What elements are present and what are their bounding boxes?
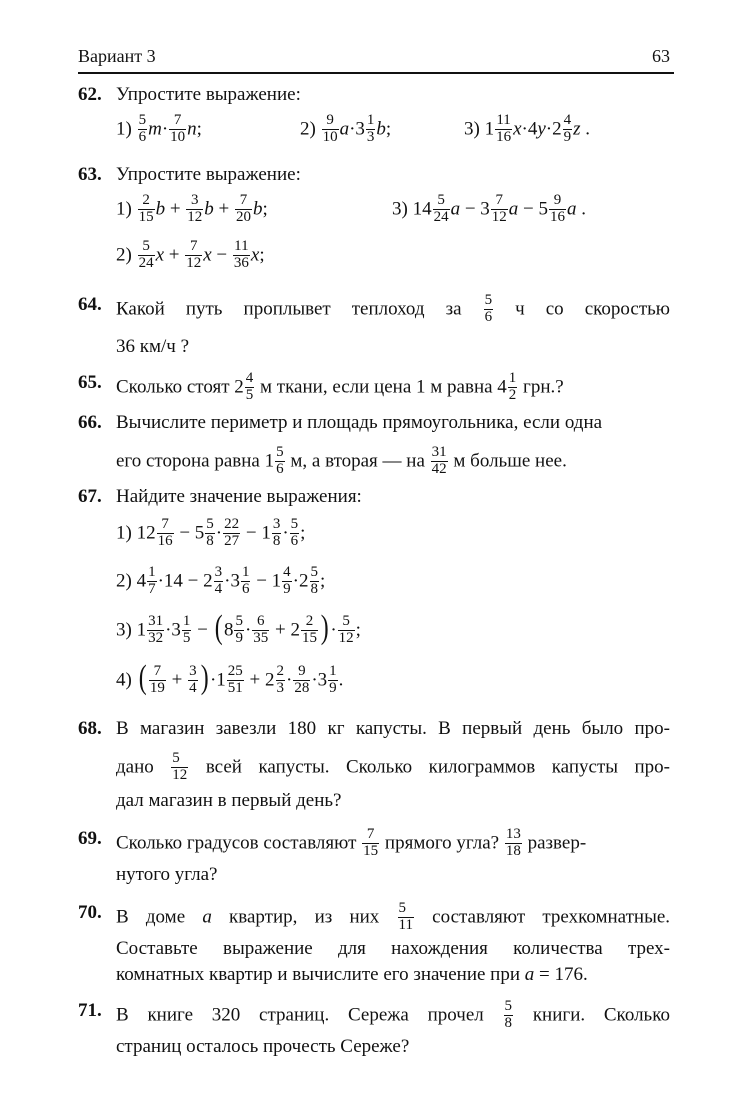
problem-number: 71. [78,1000,102,1021]
problem-text: его сторона равна [116,450,260,472]
problem-text: ч со скоростью [515,298,670,320]
expression-63-1: 1) $\frac{2}{15}$ b + $\frac{3}{12}$ b + $\frac{7}{20}$ b; [116,192,268,225]
problem-text: В книге 320 страниц. Сережа прочел [116,1004,484,1026]
problem-text: Сколько стоят [116,376,230,398]
problem-text: всей капусты. Сколько килограммов капусты про- [205,756,671,778]
problem-text: = 176. [539,964,588,985]
problem-number: 69. [78,828,102,849]
expression-63-2: 2) $\frac{5}{24}$ x + $\frac{7}{12}$ x − $\frac{11}{36}$ x; [116,238,265,271]
problem-text: м больше нее. [453,450,567,472]
problem-number: 67. [78,486,102,507]
problem-text: Вычислите периметр и площадь прямоугольника, если одна [116,412,603,433]
problem-number: 66. [78,412,102,433]
page-header [78,46,674,74]
page-number: 63 [652,46,670,66]
expression-67-1: 1) 12 $\frac{7}{16}$ − 5 $\frac{5}{8}$ · $\frac{22}{27}$ − 1 $\frac{3}{8}$ · $\frac{5}{6}$ ; [116,516,306,549]
problem-text: м, а вторая — на [290,450,425,472]
expression-62-3: 3) 1 $\frac{11}{16}$ x·4y·2 $\frac{4}{9}$ z . [464,112,591,145]
problem-text: дано [116,756,154,778]
problem-text: квартир, из них [229,906,380,928]
problem-number: 68. [78,718,102,739]
problem-text: Составьте выражение для нахождения количества трех- [116,938,670,959]
problem-text: развер- [527,832,587,854]
problem-text: 36 км/ч ? [116,336,190,357]
problem-text: составляют трехкомнатные. [432,906,671,928]
problem-text: грн.? [523,376,564,398]
problem-text: книги. Сколько [532,1004,670,1026]
expression-63-3: 3) 14 $\frac{5}{24}$ a − 3 $\frac{7}{12}$ a − 5 $\frac{9}{16}$ a . [392,192,587,225]
problem-number: 64. [78,294,102,315]
problem-text: дал магазин в первый день? [116,790,342,811]
expression-67-2: 2) 4 $\frac{1}{7}$ ·14 − 2 $\frac{3}{4}$ ·3 $\frac{1}{6}$ − 1 $\frac{4}{9}$ ·2 $\frac{5}{8}$ ; [116,564,326,597]
variant-title: Вариант 3 [78,46,156,66]
variable-a: a [202,906,212,928]
problem-text: Найдите значение выражения: [116,486,362,507]
problem-text: Упростите выражение: [116,164,301,185]
expression-62-1: 1) $\frac{5}{6}$ m· $\frac{7}{10}$ n; [116,112,202,145]
expression-67-3: 3) 1 $\frac{31}{32}$ ·3 $\frac{1}{5}$ − (8 $\frac{5}{9}$ · $\frac{6}{35}$ + 2 $\frac{2}{15}$ )· $\frac{5}{12}$ ; [116,609,361,646]
problem-text: страниц осталось прочесть Сереже? [116,1036,410,1057]
problem-number: 65. [78,372,102,393]
expression-62-2: 2) $\frac{9}{10}$ a·3 $\frac{1}{3}$ b; [300,112,392,145]
problem-text: прямого угла? [384,832,500,854]
problem-text: В доме [116,906,186,928]
expression-67-4: 4) ( $\frac{7}{19}$ + $\frac{3}{4}$ )·1 $\frac{25}{51}$ + 2 $\frac{2}{3}$ · $\frac{9}{28}$ ·3 $\frac{1}{9}$ . [116,659,344,696]
variable-a: a [524,964,535,985]
problem-text: комнатных квартир и вычислите его значение при [116,964,521,985]
problem-text: Упростите выражение: [116,84,301,105]
problem-text: нутого угла? [116,864,218,885]
problem-text: Какой путь проплывет теплоход за [116,298,462,320]
problem-text: В магазин завезли 180 кг капусты. В первый день было про- [116,718,670,739]
problem-text: Сколько градусов составляют [116,832,357,854]
problem-number: 63. [78,164,102,185]
problem-text: м ткани, если цена 1 м равна [260,376,493,398]
problem-number: 70. [78,902,102,923]
problem-number: 62. [78,84,102,105]
